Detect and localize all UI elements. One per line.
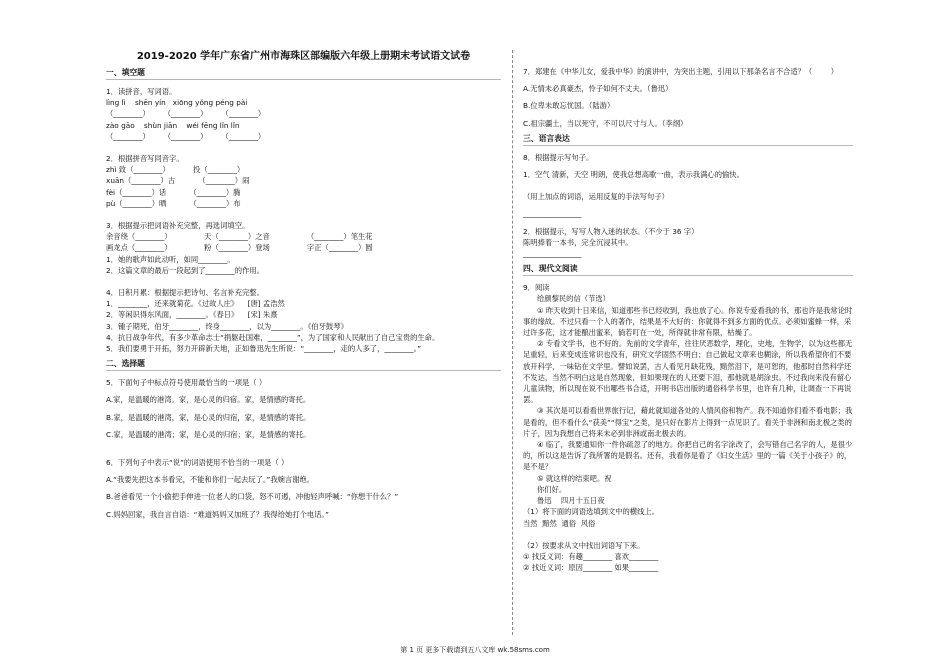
answer-blank-line[interactable]: ① 找反义词：有趣________ 喜欢________	[523, 551, 659, 561]
hint-line: （用上加点的词语，运用反复的手法写句子）	[523, 192, 669, 202]
subquestion-line: （2）按要求从文中找出词语写下来。	[523, 540, 645, 550]
question-line: 陈明捧着一本书，完全沉浸其中。	[523, 237, 633, 247]
passage-title: 给颜黎民的信（节选）	[537, 294, 610, 304]
question-line: 3．根据提示把词语补充完整，再选词填空。	[106, 221, 250, 231]
answer-blank-line[interactable]: 1．________，还来就菊花。《过故人庄》 [唐] 孟浩然	[106, 299, 285, 309]
passage-paragraph: ④ 临了，我要通知你一件你疏忽了的地方。你把自己的名字涂改了，会写错自己名字的人，是很少的，所以这是告诉了我所署的是假名。还有，我看你是看了《妇女生活》里的一篇《关于小孩子》的，是不是？	[523, 440, 853, 472]
answer-blank-line[interactable]: 4．抗日战争年代，有多少革命志士“捐躯赴国难，________”，为了国家和人民献出了自己宝贵的生命。	[106, 332, 440, 342]
answer-blank-line[interactable]: zhì 致（________） 投（________）	[106, 165, 245, 175]
answer-blank-line[interactable]: pù（________）晒 （________）布	[106, 198, 241, 208]
choice-option[interactable]: A.家，是温暖的港湾。家，是心灵的归宿。家，是情感的寄托。	[106, 395, 311, 405]
answer-blank-line[interactable]: 画龙点（________） 粉（________）登场 字正（________）圆	[106, 243, 373, 253]
question-line: 7．郑建在《中华儿女，爱我中华》的演讲中，为突出主题，引用以下那条名言不合适？（ ）	[523, 67, 839, 76]
question-line: 1．读拼音，写词语。	[106, 87, 177, 96]
column-divider	[512, 50, 513, 635]
answer-blank-line[interactable]: 2．等闲识得东风面，________。《春日》 [宋] 朱熹	[106, 310, 278, 320]
passage-paragraph: ① 昨天收到十日来信，知道那些书已经收到，我也放了心。你说专爱看我的书，那也许是我常论时事的缘故。不过只看一个人的著作，结果是不大好的：你就得不到多方面的优点。必须如蜜蜂一样，采过许多花，这才能酿出蜜来，倘若叮在一处，所得就非常有限，枯燥了。	[523, 305, 853, 338]
answer-blank-line[interactable]: ________________	[523, 209, 582, 219]
choice-option[interactable]: C.祖宗疆土，当以死守，不可以尺寸与人。（李纲）	[523, 118, 688, 128]
question-line: 2．根据拼音写同音字。	[106, 154, 184, 164]
answer-blank-line[interactable]: （________） （________） （________）	[106, 131, 266, 141]
choice-option[interactable]: B.爸爸看见一个小偷把手伸进一位老人的口袋，怒不可遏，冲他轻声呼喊：“你想干什么？”	[106, 492, 399, 502]
answer-blank-line[interactable]: 3．锺子期死，伯牙________，终身________，以为________。《伯牙鼓琴》	[106, 321, 348, 331]
question-line: 9．阅读	[523, 283, 550, 293]
choice-option[interactable]: A.无情未必真豪杰，怜子如何不丈夫。（鲁迅）	[523, 84, 673, 94]
passage-paragraph: 你们好。	[537, 484, 567, 494]
page-title: 2019-2020 学年广东省广州市海珠区部编版六年级上册期末考试语文试卷	[136, 51, 471, 62]
question-line: 5．下面句子中标点符号使用最恰当的一项是（ ）	[106, 378, 267, 388]
question-line: 2．根据提示，写写人物入迷的状态。（不少于 36 字）	[523, 226, 699, 236]
choice-option[interactable]: C.妈妈回家，我自言自语：“难道妈妈又加班了？我得给她打个电话。”	[106, 509, 329, 519]
section-multiple-choice: 二、选择题	[106, 358, 501, 371]
question-line: 4．日积月累：根据提示把诗句、名言补充完整。	[106, 288, 264, 298]
passage-paragraph: ③ 其次是可以看看世界旅行记，藉此就知道各处的人情风俗和物产。我不知道你们看不看电影；我是看的，但不看什么“获美”“得宝”之类，是只好在影片上得到一点见识了。看关于非洲和南北极之类的片子，因为我想自己将来未必到非洲或南北极去的。	[523, 406, 853, 438]
section-language-expression: 三、语言表达	[523, 133, 853, 146]
left-column	[106, 50, 501, 520]
answer-blank-line[interactable]: fèi（________）话 （________）腾	[106, 187, 241, 197]
spacer	[106, 209, 501, 220]
choice-option[interactable]: B.家，是温暖的港湾，家，是心灵的归宿，家，是情感的寄托。	[106, 412, 311, 422]
spacer	[106, 276, 501, 287]
passage-signature: 鲁迅 四月十五日夜	[537, 496, 605, 506]
choice-option[interactable]: B.位卑未敢忘忧国。（陆游）	[523, 101, 615, 111]
choice-option[interactable]: A.“我要先把这本书看完，不能和你们一起去玩了。”我婉言谢绝。	[106, 475, 315, 485]
page-footer: 第 1 页 更多下载请到五八文库 wk.58sms.com	[400, 646, 550, 654]
answer-blank-line[interactable]: ② 找近义词：原因________ 如果________	[523, 563, 659, 573]
answer-blank-line[interactable]: ________________	[523, 249, 582, 259]
pinyin-line: zào gāo shùn jiān wéi fēng lǐn lǐn	[106, 120, 240, 130]
passage-paragraph: ⑤ 就这样的结束吧。祝	[537, 473, 612, 483]
answer-blank-line[interactable]: 1．她的歌声如此动听，如同________。	[106, 254, 235, 264]
answer-blank-line[interactable]: 余音绕（________） 天（________）之音 （________）笔生花	[106, 232, 373, 242]
answer-blank-line[interactable]: xuān（________）古 （________）闹	[106, 176, 250, 186]
choice-option[interactable]: C.家，是温暖的港湾；家，是心灵的归宿；家，是情感的寄托。	[106, 429, 311, 439]
passage-paragraph: ② 专看文学书，也不好的。先前的文学青年，往往厌恶数学，理化，史地，生物学，以为这些都无足重轻，后来变成连常识也没有，研究文学固然不明白；自己做起文章来也糊涂，所以我希望你们不要放开科学，一味钻在文学里。譬如说罢，古人看见月缺花残，黯然泪下，是可恕的，他那时自然科学还不发达，当然不明白这是自然现象，但如果现在的人还要下泪，那他就是胡涂虫。不过我向来没有留心儿童读物，所以现在说不出哪些书合适，开明书店出版的通俗科学书里，也许有几种，让调查一下再说罢。	[523, 339, 853, 405]
answer-blank-line[interactable]: 2．这篇文章的最后一段起到了________的作用。	[106, 265, 264, 275]
answer-blank-line[interactable]: （________） （________） （________）	[106, 109, 266, 119]
section-fill-blank: 一、填空题	[106, 67, 501, 80]
question-line: 6．下列句子中表示“说”的词语使用不恰当的一项是（ ）	[106, 458, 289, 468]
section-modern-reading: 四、现代文阅读	[523, 263, 853, 276]
right-column	[523, 66, 853, 573]
spacer	[523, 529, 853, 540]
subquestion-line: （1）将下面的词语选填到文中的横线上。	[523, 507, 659, 517]
pinyin-line: lìng lì shēn yín xiōng yǒng péng pài	[106, 98, 248, 108]
answer-blank-line[interactable]: 5．我们要勇于开拓，努力开辟新天地，正如鲁迅先生所说：“________，走的人多了，________。”	[106, 344, 422, 354]
spacer	[523, 180, 853, 191]
spacer	[106, 142, 501, 153]
word-options: 当然 黯然 通俗 风俗	[523, 518, 596, 528]
question-line: 8．根据提示写句子。	[523, 152, 594, 162]
question-line: 1．空气 清新，天空 明朗，使我总想高歌一曲，表示我满心的愉快。	[523, 170, 744, 180]
spacer	[106, 440, 501, 451]
